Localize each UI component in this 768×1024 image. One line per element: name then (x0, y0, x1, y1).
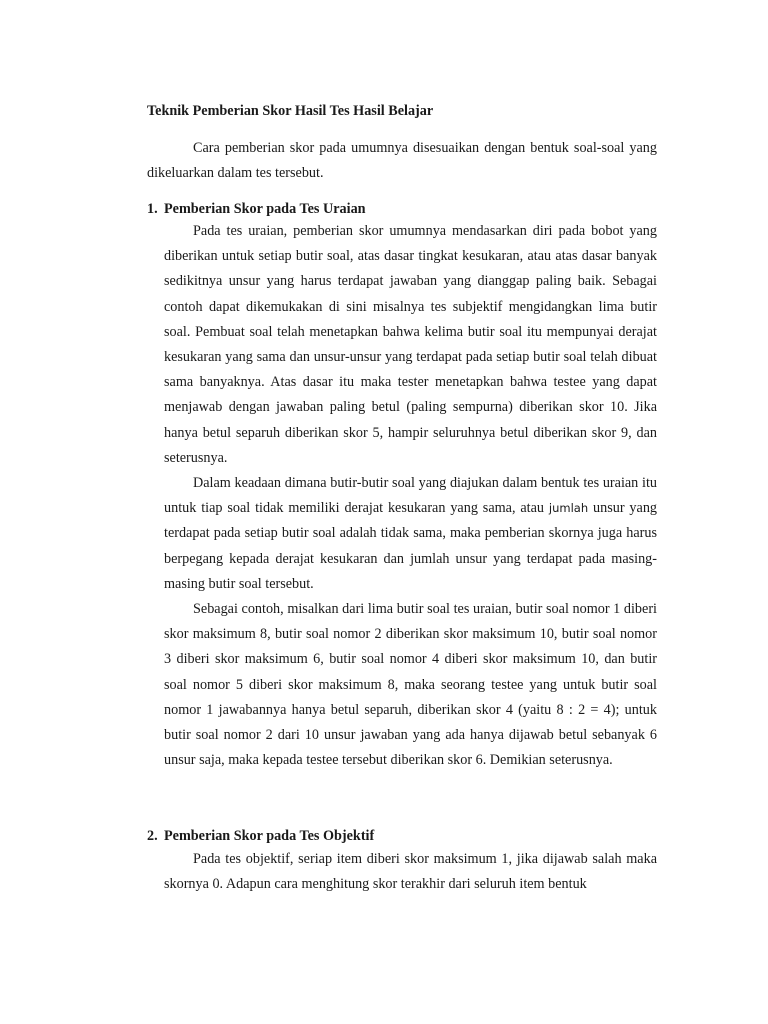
section-1-paragraph-2-text-before: Dalam keadaan dimana butir-butir soal yang diajukan dalam bentuk tes uraian itu untuk tiap soal tidak memiliki derajat kesukaran yang sama, atau (164, 475, 657, 517)
intro-text: Cara pemberian skor pada umumnya disesuaikan dengan bentuk soal-soal yang dikeluarkan dalam tes tersebut. (147, 140, 657, 181)
section-body-1 (164, 219, 657, 773)
section-heading-1 (147, 199, 657, 219)
section-number-2: 2. (147, 828, 158, 844)
document-title: Teknik Pemberian Skor Hasil Tes Hasil Belajar (147, 103, 434, 119)
section-1-paragraph-1 (164, 219, 657, 471)
section-1-paragraph-3-text: Sebagai contoh, misalkan dari lima butir soal tes uraian, butir soal nomor 1 diberi skor maksimum 8, butir soal nomor 2 diberikan skor maksimum 10, butir soal nomor 3 diberi skor maksimum 6, butir soal nomor 4 diberi skor maksimum 10, dan butir soal nomor 5 diberi skor maksimum 8, maka seorang testee yang untuk butir soal nomor 1 jawabannya hanya betul separuh, diberikan skor 4 (yaitu 8 : 2 = 4); untuk butir soal nomor 2 dari 10 unsur jawaban yang ada hanya dijawab betul sebanyak 6 unsur saja, maka kepada testee tersebut diberikan skor 6. Demikian seterusnya. (164, 601, 657, 769)
section-heading-2 (147, 826, 657, 846)
section-1-paragraph-1-text: Pada tes uraian, pemberian skor umumnya mendasarkan diri pada bobot yang diberikan untuk setiap butir soal, atas dasar tingkat kesukaran, atau atas dasar banyak sedikitnya unsur yang harus terdapat jawaban yang dianggap paling baik. Sebagai contoh dapat dikemukakan di sini misalnya tes subjektif mengidangkan lima butir soal. Pembuat soal telah menetapkan bahwa kelima butir soal itu mempunyai derajat kesukaran yang sama dan unsur-unsur yang terdapat pada setiap butir soal telah dibuat sama banyaknya. Atas dasar itu maka tester menetapkan bahwa testee yang dapat menjawab dengan jawaban paling betul (paling sempurna) diberikan skor 10. Jika hanya betul separuh diberikan skor 5, hampir seluruhnya betul diberikan skor 9, dan seterusnya. (164, 223, 657, 466)
section-1-paragraph-2-text-after: unsur yang terdapat pada setiap butir soal adalah tidak sama, maka pemberian skornya juga harus berpegang kepada derajat kesukaran dan jumlah unsur yang terdapat pada masing-masing butir soal tersebut. (164, 500, 658, 592)
section-number-1: 1. (147, 201, 158, 217)
section-title-2: Pemberian Skor pada Tes Objektif (164, 828, 375, 844)
section-2-paragraph-1 (164, 847, 657, 897)
section-body-2 (164, 847, 657, 897)
section-2-paragraph-1-text: Pada tes objektif, seriap item diberi skor maksimum 1, jika dijawab salah maka skornya 0. Adapun cara menghitung skor terakhir dari seluruh item bentuk (164, 851, 657, 893)
intro-paragraph (147, 136, 657, 186)
section-1-paragraph-3 (164, 597, 657, 773)
section-1-paragraph-2 (164, 471, 657, 597)
section-title-1: Pemberian Skor pada Tes Uraian (164, 201, 366, 217)
section-1-paragraph-2-sans-word: jumlah (548, 501, 589, 516)
